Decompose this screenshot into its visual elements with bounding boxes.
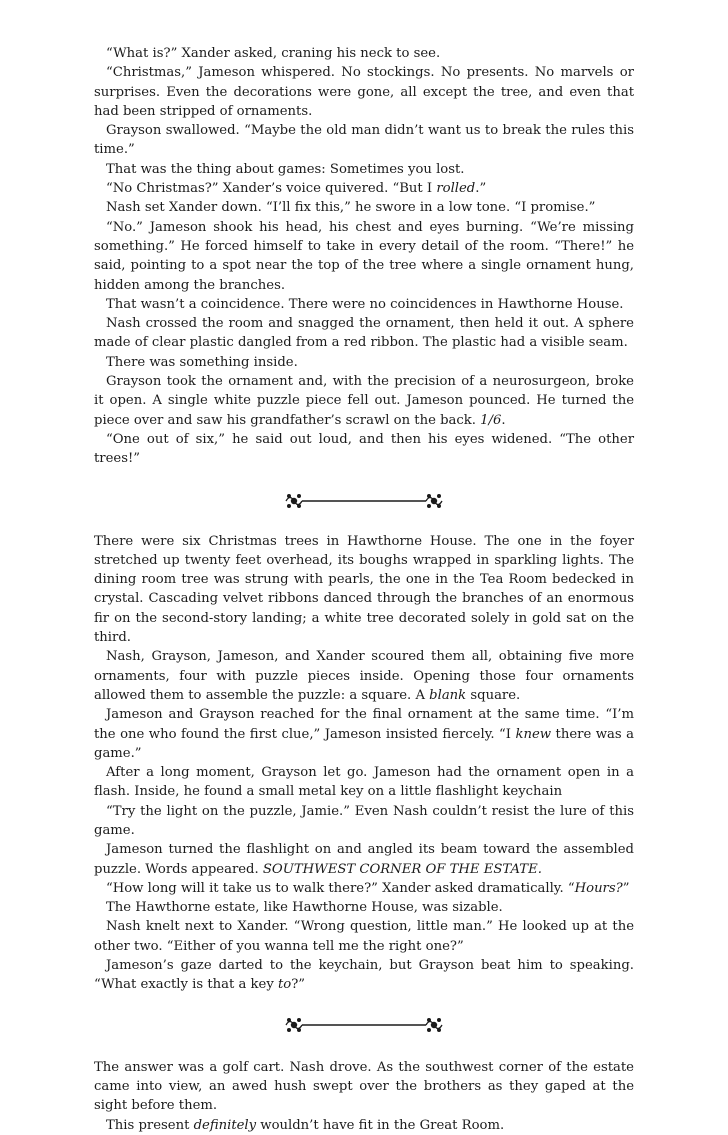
text-run: There were six Christmas trees in Hawthorne House. The one in the foyer stretched up twenty feet overhead, its boughs wrapped in sparkling lights. The dining room tree was strung with pearls, the one in the Tea Room bedecked in crystal. Cascading velvet ribbons danced through the branches of an enormous fir on the second-story landing; a white tree decorated solely in gold sat on the third. — [94, 533, 634, 646]
paragraph — [94, 160, 634, 179]
paragraph — [94, 218, 634, 295]
paragraph — [94, 917, 634, 956]
section-divider — [94, 481, 634, 521]
paragraph — [94, 314, 634, 353]
paragraph — [94, 372, 634, 430]
paragraph — [94, 705, 634, 763]
text-run: “No.” Jameson shook his head, his chest and eyes burning. “We’re missing something.” He forced himself to take in every detail of the room. “There!” he said, pointing to a spot near the top of the tree where a single ornament hung, hidden among the branches. — [94, 219, 634, 293]
text-run: “Christmas,” Jameson whispered. No stockings. No presents. No marvels or surprises. Even the decorations were gone, all except the tree, and even that had been stripped of ornaments. — [94, 65, 634, 119]
text-run: “No Christmas?” Xander’s voice quivered. “But I — [106, 181, 437, 197]
italic-text: 1/6 — [480, 412, 502, 428]
paragraph — [94, 295, 634, 314]
paragraph — [94, 121, 634, 160]
text-run: This present — [106, 1117, 194, 1133]
text-run: ” — [622, 880, 630, 896]
text-run: “How long will it take us to walk there?” Xander asked dramatically. “ — [106, 880, 575, 896]
text-run: That wasn’t a coincidence. There were no coincidences in Hawthorne House. — [106, 296, 624, 312]
paragraph — [94, 1058, 634, 1116]
paragraph — [94, 840, 634, 879]
section-1 — [94, 44, 634, 469]
italic-text: definitely — [193, 1117, 257, 1133]
text-run: Jameson turned the flashlight on and angled its beam toward the assembled puzzle. Words appeared. — [94, 842, 634, 877]
paragraph — [94, 879, 634, 898]
italic-text: rolled — [436, 181, 476, 197]
italic-text: blank — [429, 687, 467, 703]
italic-text: Hours? — [574, 880, 623, 896]
italic-text: knew — [515, 726, 552, 742]
paragraph — [94, 763, 634, 802]
text-run: There was something inside. — [106, 354, 298, 370]
text-run: square. — [466, 687, 521, 703]
paragraph — [94, 647, 634, 705]
italic-text: to — [277, 977, 292, 993]
text-run: The Hawthorne estate, like Hawthorne House, was sizable. — [106, 900, 503, 916]
section-divider — [94, 1005, 634, 1045]
text-run: ?” — [291, 977, 306, 993]
paragraph — [94, 44, 634, 63]
paragraph — [94, 1116, 634, 1135]
text-run: Grayson swallowed. “Maybe the old man didn’t want us to break the rules this time.” — [94, 123, 634, 158]
text-run: That was the thing about games: Sometimes you lost. — [106, 161, 465, 177]
paragraph — [94, 179, 634, 198]
text-run: Grayson took the ornament and, with the precision of a neurosurgeon, broke it open. A single white puzzle piece fell out. Jameson pounced. He turned the piece over and saw his grandfather’s scrawl on the back. — [94, 374, 634, 428]
ornamental-divider-icon — [284, 1013, 444, 1037]
paragraph — [94, 532, 634, 648]
text-run: Nash knelt next to Xander. “Wrong question, little man.” He looked up at the other two. “Either of you wanna tell me the right one?” — [94, 919, 634, 954]
text-run: Nash crossed the room and snagged the ornament, then held it out. A sphere made of clear plastic dangled from a red ribbon. The plastic had a visible seam. — [94, 316, 634, 351]
text-run: “Try the light on the puzzle, Jamie.” Even Nash couldn’t resist the lure of this game. — [94, 803, 634, 838]
paragraph — [94, 956, 634, 995]
text-run: . — [501, 412, 506, 428]
paragraph — [94, 198, 634, 217]
paragraph — [94, 430, 634, 469]
text-run: Jameson’s gaze darted to the keychain, but Grayson beat him to speaking. “What exactly is that a key — [94, 958, 634, 993]
paragraph — [94, 353, 634, 372]
section-2 — [94, 532, 634, 995]
paragraph — [94, 898, 634, 917]
book-page — [94, 44, 634, 1135]
text-run: .” — [475, 181, 487, 197]
text-run: “One out of six,” he said out loud, and then his eyes widened. “The other trees!” — [94, 431, 634, 467]
text-run: wouldn’t have fit in the Great Room. — [256, 1117, 505, 1133]
paragraph — [94, 63, 634, 121]
ornamental-divider-icon — [284, 489, 444, 513]
text-run: After a long moment, Grayson let go. Jameson had the ornament open in a flash. Inside, he found a small metal key on a little flashlight keychain — [94, 765, 634, 800]
text-run: “What is?” Xander asked, craning his neck to see. — [106, 46, 441, 61]
text-run: there was a game.” — [94, 726, 635, 761]
italic-text: SOUTHWEST CORNER OF THE ESTATE. — [262, 861, 542, 877]
text-run: Nash set Xander down. “I’ll fix this,” he swore in a low tone. “I promise.” — [106, 200, 596, 216]
paragraph — [94, 802, 634, 841]
section-3 — [94, 1058, 634, 1135]
text-run: The answer was a golf cart. Nash drove. As the southwest corner of the estate came into view, an awed hush swept over the brothers as they gaped at the sight before them. — [94, 1059, 634, 1114]
text-run: Nash, Grayson, Jameson, and Xander scoured them all, obtaining five more ornaments, four with puzzle pieces inside. Opening those four ornaments allowed them to assemble the puzzle: a square. A — [94, 649, 634, 703]
text-run: Jameson and Grayson reached for the final ornament at the same time. “I’m the one who found the first clue,” Jameson insisted fiercely. “I — [94, 707, 634, 742]
